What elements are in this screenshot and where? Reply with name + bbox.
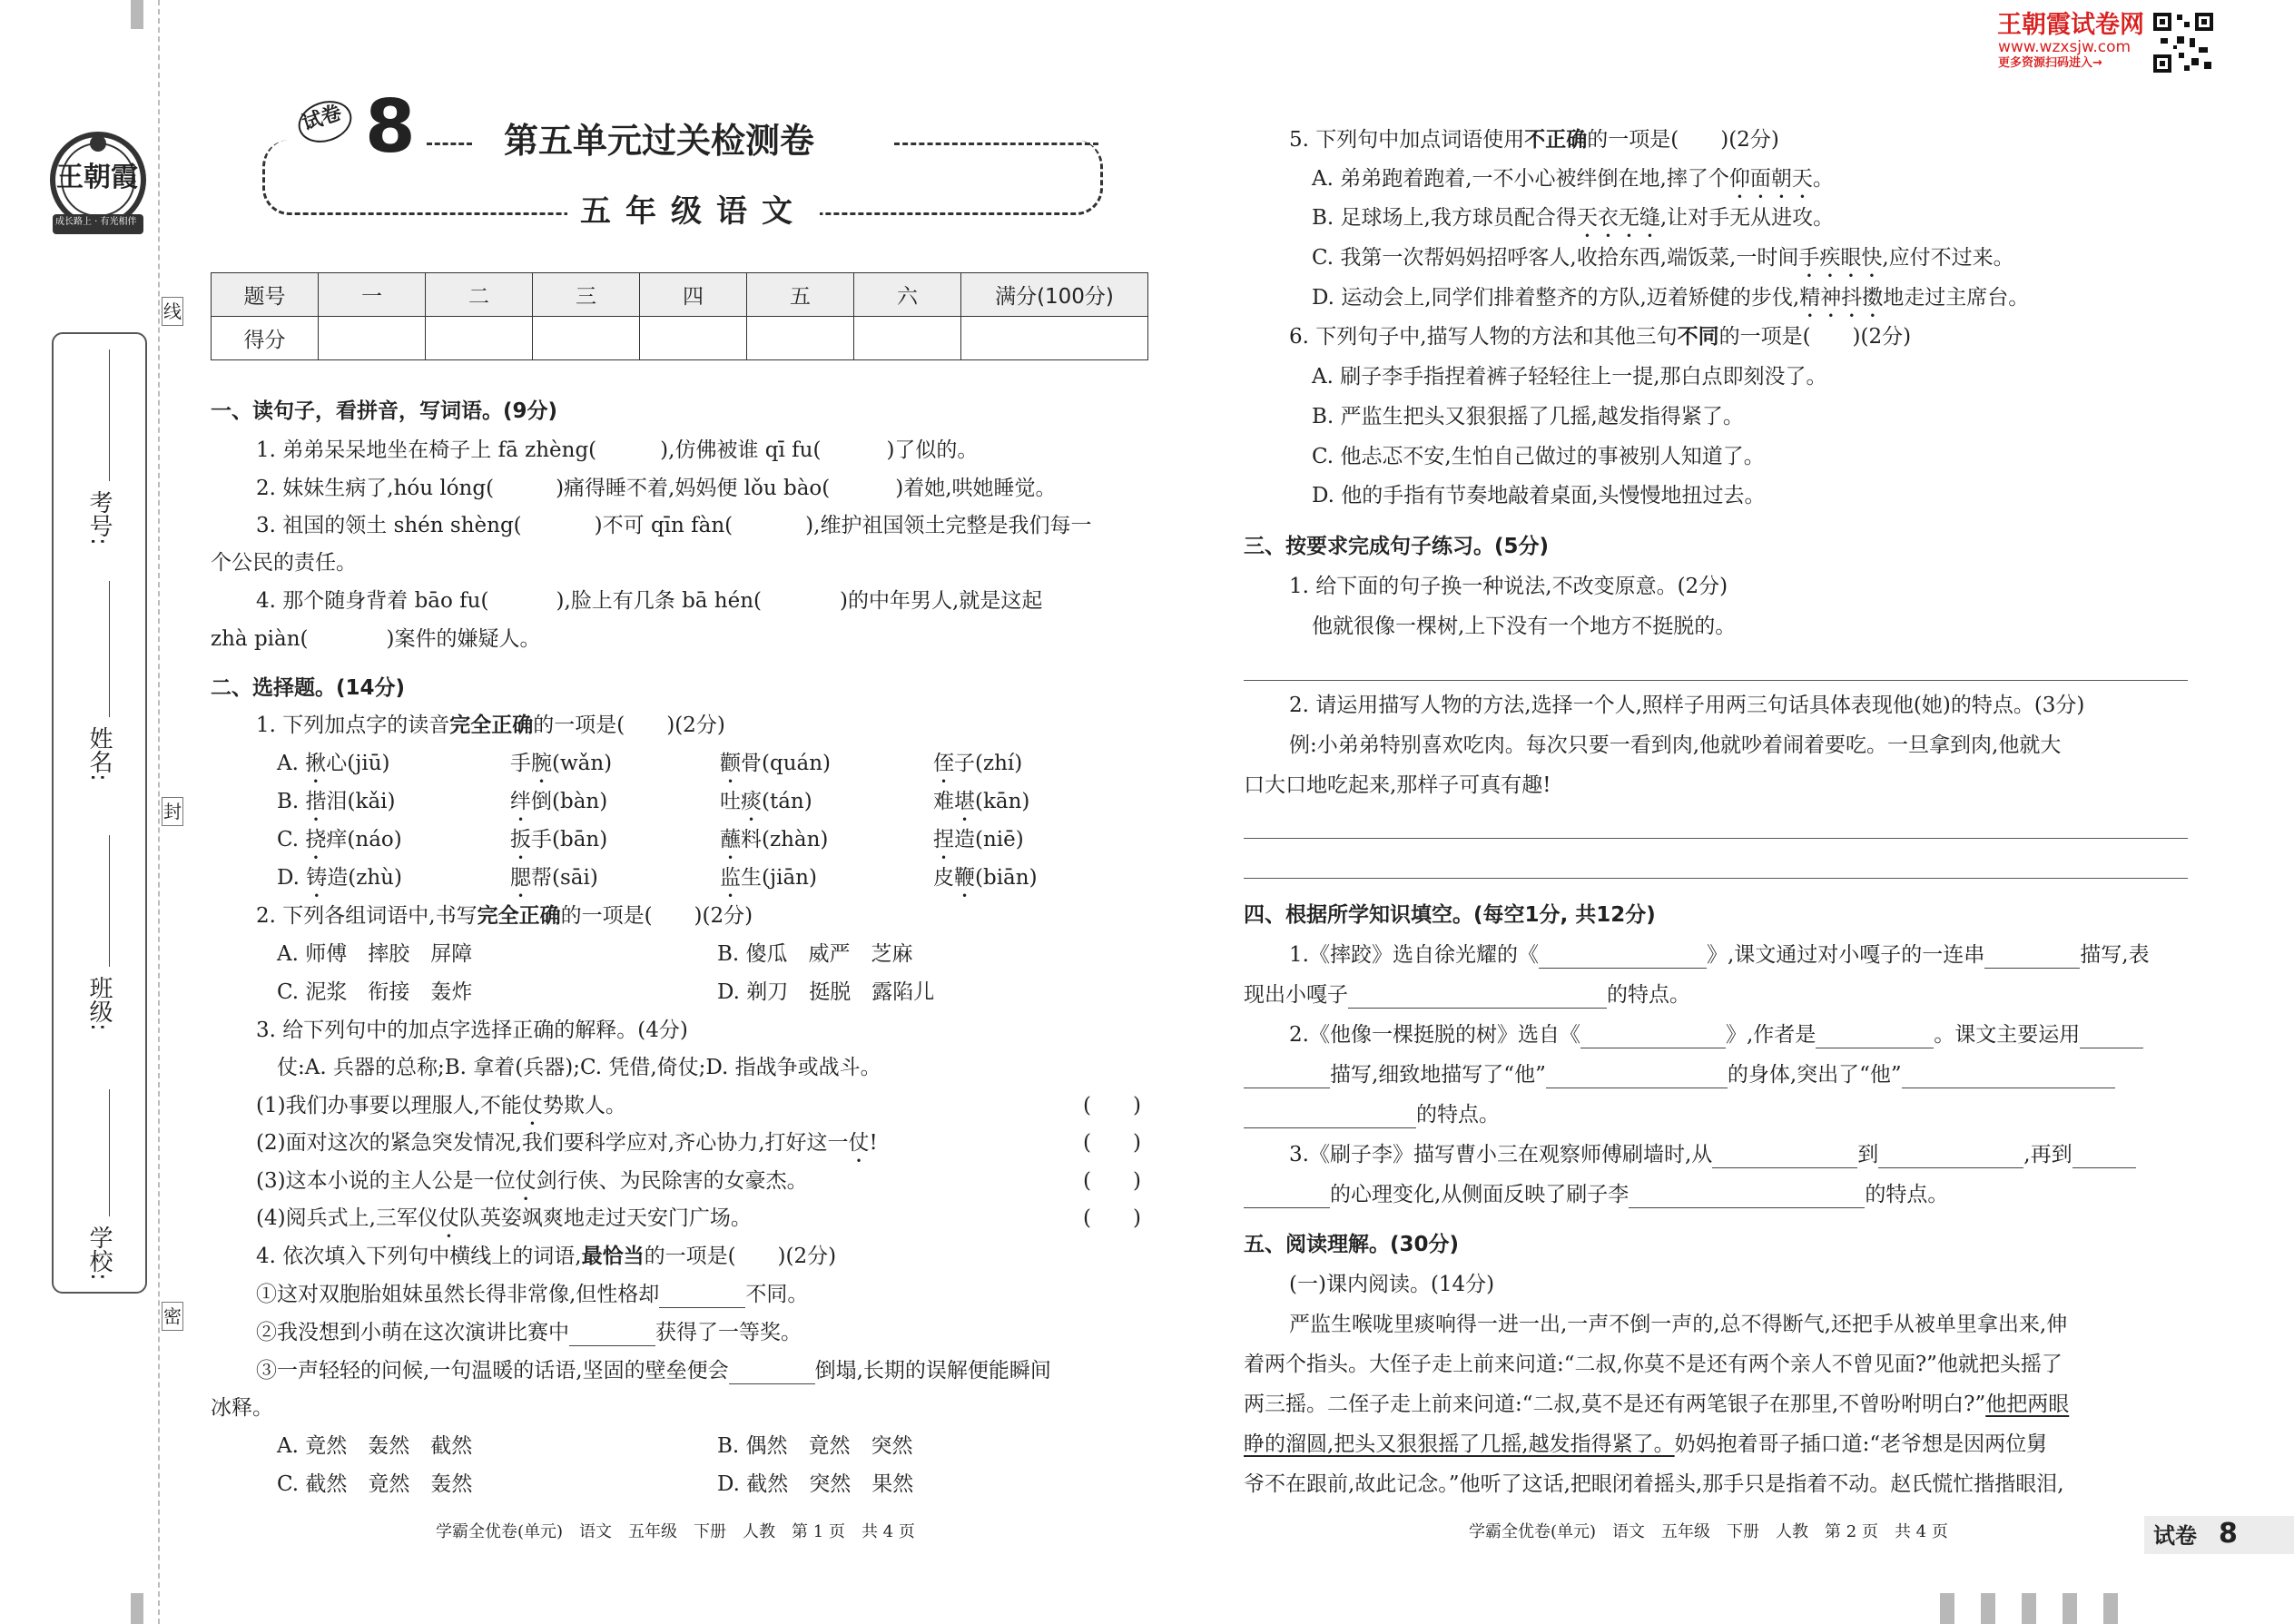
page-tab-bar-3 <box>2022 1593 2036 1624</box>
s5-subsection-title: (一)课内阅读。(14分) <box>1289 1273 1495 1296</box>
s2-q1-option-d-2 <box>510 866 598 902</box>
s2-q4-sentence-1 <box>256 1283 808 1308</box>
item-text: ! <box>869 1131 878 1155</box>
s1-question-4 <box>256 589 1042 615</box>
s2-q4-blank-2[interactable] <box>569 1324 655 1346</box>
sentence-text: 不同。 <box>745 1283 809 1306</box>
page-tab-bar-1 <box>1940 1593 1954 1624</box>
score-cell[interactable] <box>640 317 747 360</box>
dotted-char: 侄 <box>933 752 954 775</box>
s1-q4-text-b: ),脸上有几条 bā hén( <box>556 589 763 613</box>
s4-q2-blank-2[interactable] <box>1816 1026 1934 1048</box>
s2-q4-sentence-2 <box>256 1321 802 1346</box>
s2-q4-text-post: 的一项是( )(2分) <box>644 1245 837 1268</box>
brand-logo <box>47 127 149 245</box>
s2-question-4 <box>256 1245 836 1270</box>
s2-q1-option-c-4 <box>933 828 1024 864</box>
s2-q2-text-pre: 2. 下列各组词语中,书写 <box>256 904 478 928</box>
s2-q1-option-d-4 <box>933 866 1038 902</box>
s4-question-1 <box>1289 943 2150 969</box>
s4-q3-blank-2[interactable] <box>1878 1146 2023 1168</box>
student-info-frame <box>52 332 147 1294</box>
s2-q2-option-d[interactable]: D. 剃刀 挺脱 露陷儿 <box>717 980 935 1004</box>
s4-q3-blank-3[interactable] <box>2072 1146 2136 1168</box>
s1-q1-text-b: ),仿佛被谁 qī fu( <box>660 438 822 462</box>
option-text: 手(bān) <box>531 828 608 851</box>
dotted-char: 仗 <box>438 1206 459 1230</box>
score-table-header-cell: 二 <box>426 273 533 317</box>
s2-q2-option-b[interactable]: B. 傻瓜 威严 芝麻 <box>717 942 913 966</box>
s2-q5-option-b[interactable] <box>1312 206 1834 242</box>
s1-q1-text-a: 1. 弟弟呆呆地坐在椅子上 fā zhèng( <box>256 438 597 462</box>
s2-q1-option-c-2 <box>510 828 607 864</box>
s4-q2-blank-5[interactable] <box>1546 1066 1728 1088</box>
s4-q3-blank-1[interactable] <box>1712 1146 1857 1168</box>
fill-text: 1.《摔跤》选自徐光耀的《 <box>1289 943 1539 967</box>
option-text: 造(zhù) <box>327 866 402 890</box>
section-3-title: 三、按要求完成句子练习。(5分) <box>1244 535 1550 558</box>
s2-q3-item-3-answer[interactable]: ( ) <box>1083 1169 1141 1193</box>
binding-edge-bar-bottom <box>131 1593 143 1624</box>
item-text: (2)面对这次的紧急突发情况,我们要科学应对,齐心协力,打好这一 <box>256 1131 849 1155</box>
dotted-char: 揩 <box>305 790 327 813</box>
header-dashed-rule-right <box>894 143 1098 145</box>
dotted-char: 监 <box>720 866 741 890</box>
option-text: 难 <box>933 790 954 813</box>
s4-q1-blank-3[interactable] <box>1348 986 1607 1009</box>
dotted-char: 绊 <box>510 790 531 813</box>
s2-q4-option-d[interactable]: D. 截然 突然 果然 <box>717 1472 914 1496</box>
s3-question-1: 1. 给下面的句子换一种说法,不改变原意。(2分) <box>1289 575 1728 598</box>
item-text: (4)阅兵式上,三军仪 <box>256 1206 438 1230</box>
passage-underlined-text: 睁的溜圆,把头又狠狠摇了几摇,越发指得紧了。 <box>1244 1432 1675 1456</box>
sentence-text: ③一声轻轻的问候,一句温暖的话语,坚固的壁垒便会 <box>256 1359 729 1383</box>
s2-question-1 <box>256 714 725 739</box>
s2-q4-option-b[interactable]: B. 偶然 竟然 突然 <box>717 1434 913 1458</box>
score-table-header-cell: 题号 <box>212 273 319 317</box>
s4-q1-continued <box>1244 983 1690 1009</box>
s4-q3-blank-5[interactable] <box>1629 1186 1865 1208</box>
s4-question-3 <box>1289 1143 2136 1168</box>
s4-question-2 <box>1289 1023 2143 1048</box>
option-text: (biān) <box>975 866 1038 890</box>
s1-q3-text-a: 3. 祖国的领土 shén shèng( <box>256 514 522 537</box>
score-table <box>211 272 1148 360</box>
s2-q4-text-pre: 4. 依次填入下列句中横线上的词语, <box>256 1245 582 1268</box>
s4-q2-blank-1[interactable] <box>1580 1026 1726 1048</box>
passage-text: 奶妈抱着哥子插口道:“老爷想是因两位舅 <box>1674 1432 2048 1456</box>
fill-text: 描写,细致地描写了“他” <box>1330 1063 1546 1087</box>
fill-text: 描写,表 <box>2080 943 2150 967</box>
score-cell[interactable] <box>854 317 961 360</box>
score-table-score-row <box>212 317 1148 360</box>
fill-text: 3.《刷子李》描写曹小三在观察师傅刷墙时,从 <box>1289 1143 1713 1166</box>
seal-mark-feng: 封 <box>162 797 183 826</box>
score-table-header-cell: 五 <box>747 273 854 317</box>
dotted-char: 蘸 <box>720 828 741 851</box>
s2-q1-option-d-1[interactable] <box>277 866 402 902</box>
s2-q4-blank-1[interactable] <box>659 1285 745 1308</box>
site-tip: 更多资源扫码进入→ <box>1998 56 2102 70</box>
s2-q6-option-d[interactable]: D. 他的手指有节奏地敲着桌面,头慢慢地扭过去。 <box>1312 484 1766 507</box>
fill-text: 到 <box>1857 1143 1879 1166</box>
s2-q2-option-a[interactable]: A. 师傅 摔胶 屏障 <box>277 942 473 966</box>
option-text: 手 <box>510 752 531 775</box>
s2-q3-item-3 <box>256 1169 808 1206</box>
s2-q3-item-2-answer[interactable]: ( ) <box>1083 1131 1141 1155</box>
page-subtitle: 五年级语文 <box>567 193 820 231</box>
dotted-char: 捏 <box>933 828 954 851</box>
option-text: 心(jiū) <box>326 752 390 775</box>
s1-q4-text-d: zhà piàn( <box>211 627 309 651</box>
s2-q6-option-a[interactable]: A. 刷子李手指捏着裤子轻轻往上一提,那白点即刻没了。 <box>1312 365 1827 389</box>
s2-q1-option-b-2 <box>510 790 607 826</box>
s2-q5-option-d[interactable] <box>1312 286 2029 322</box>
option-text: (tán) <box>762 790 812 813</box>
sentence-text: ②我没想到小萌在这次演讲比赛中 <box>256 1321 569 1344</box>
option-text: 倒(bàn) <box>531 790 608 813</box>
s2-question-6 <box>1289 325 1911 350</box>
s2-q1-text-pre: 1. 下列加点字的读音 <box>256 714 450 737</box>
dotted-char: 扳 <box>510 828 531 851</box>
dotted-char: 腕 <box>531 752 552 775</box>
dotted-phrase: 天衣无缝 <box>1576 206 1660 230</box>
page-tag-number: 8 <box>2219 1518 2238 1550</box>
s2-q6-emphasis: 不同 <box>1677 325 1719 349</box>
s2-q2-text-post: 的一项是( )(2分) <box>560 904 753 928</box>
s3-q1-sentence: 他就很像一棵树,上下没有一个地方不挺脱的。 <box>1312 615 1737 638</box>
s3-q2-answer-line-1[interactable] <box>1244 838 2188 839</box>
brand-logo-text: 王朝霞 <box>56 162 138 193</box>
s1-question-1 <box>256 438 978 464</box>
s2-question-3: 3. 给下列句中的加点字选择正确的解释。(4分) <box>256 1019 688 1042</box>
score-table-header-cell: 六 <box>854 273 961 317</box>
passage-underlined-text: 他把两眼 <box>1985 1393 2070 1416</box>
s2-q1-option-c-3 <box>720 828 828 864</box>
s2-q6-text-pre: 6. 下列句子中,描写人物的方法和其他三句 <box>1289 325 1678 349</box>
section-1-title: 一、读句子，看拼音，写词语。(9分) <box>211 399 558 423</box>
page-tab-bar-5 <box>2103 1593 2118 1624</box>
s5-passage-line-3 <box>1244 1393 2069 1418</box>
score-table-header-cell: 三 <box>533 273 640 317</box>
brand-logo-slogan: 成长路上 · 有光相伴 <box>55 217 137 227</box>
s5-passage-line-4 <box>1244 1432 2047 1458</box>
dotted-char: 仗 <box>515 1169 537 1193</box>
item-text: 势欺人。 <box>542 1094 626 1117</box>
dotted-char: 铸 <box>306 866 328 890</box>
item-text: 队英姿飒爽地走过天安门广场。 <box>458 1206 752 1230</box>
option-text: C. 我第一次帮妈妈招呼客人,收拾东西,端饭菜,一时间 <box>1312 246 1799 270</box>
site-url: www.wzxsjw.com <box>1998 38 2132 56</box>
s1-q3-text-c: ),维护祖国领土完整是我们每一 <box>805 514 1092 537</box>
option-text: 帮(sāi) <box>531 866 598 890</box>
s2-question-2 <box>256 904 753 930</box>
paper-badge-label: 试卷 <box>299 101 345 136</box>
option-text: 料(zhàn) <box>741 828 829 851</box>
score-table-header-row <box>212 273 1148 317</box>
option-letter: A. <box>277 752 306 775</box>
s2-q2-emphasis: 完全正确 <box>477 904 561 928</box>
dotted-char: 颧 <box>720 752 741 775</box>
s1-q2-text-b: )痛得睡不着,妈妈便 lǒu bào( <box>556 477 831 500</box>
s2-q6-option-c[interactable]: C. 他忐忑不安,生怕自己做过的事被别人知道了。 <box>1312 445 1765 468</box>
seal-mark-mi: 密 <box>162 1302 183 1331</box>
s2-q4-blank-3[interactable] <box>729 1362 815 1384</box>
dotted-char: 仗 <box>521 1094 543 1117</box>
score-cell[interactable] <box>319 317 426 360</box>
sentence-text: 倒塌,长期的误解便能瞬间 <box>814 1359 1051 1383</box>
option-text: 地走过主席台。 <box>1883 286 2030 310</box>
score-cell[interactable] <box>961 317 1148 360</box>
s2-q1-option-a-2 <box>510 752 612 788</box>
item-text: 剑行侠、为民除害的女豪杰。 <box>536 1169 808 1193</box>
dotted-char: 挠 <box>305 828 327 851</box>
option-text: 泪(kǎi) <box>326 790 396 813</box>
dotted-char: 堪 <box>954 790 975 813</box>
s2-q1-option-a-3 <box>720 752 831 788</box>
s2-q1-option-b-1[interactable] <box>277 790 395 826</box>
dotted-char: 仗 <box>848 1131 870 1155</box>
s1-q2-text-c: )着她,哄她睡觉。 <box>895 477 1057 500</box>
s2-q5-emphasis: 不正确 <box>1524 128 1588 152</box>
header-dashed-rule-left <box>427 143 472 145</box>
dotted-phrase: 仰面朝天 <box>1728 167 1813 191</box>
name-label: 姓名: <box>85 726 113 782</box>
s2-q2-option-c[interactable]: C. 泥浆 衔接 轰炸 <box>277 980 473 1004</box>
score-cell[interactable] <box>747 317 854 360</box>
score-table-header-cell: 一 <box>319 273 426 317</box>
fill-text: 的特点。 <box>1865 1183 1949 1206</box>
qr-code-icon <box>2151 11 2215 74</box>
page-tab-bar-2 <box>1981 1593 1995 1624</box>
section-5-title: 五、阅读理解。(30分) <box>1244 1233 1460 1256</box>
s2-q5-text-post: 的一项是( )(2分) <box>1587 128 1779 152</box>
s2-q4-option-a[interactable]: A. 竟然 轰然 截然 <box>277 1434 473 1458</box>
s4-q2-blank-7[interactable] <box>1244 1106 1416 1128</box>
s1-q4-text-a: 4. 那个随身背着 bāo fu( <box>256 589 489 613</box>
page-title: 第五单元过关检测卷 <box>504 121 815 161</box>
s5-passage-line-2: 着两个指头。大侄子走上前来问道:“二叔,你莫不是还有两个亲人不曾见面?”他就把头摇了 <box>1244 1353 2063 1376</box>
fill-text: ,再到 <box>2023 1143 2072 1166</box>
fill-text: 。课文主要运用 <box>1934 1023 2081 1047</box>
s1-q1-text-c: )了似的。 <box>886 438 979 462</box>
s2-q1-emphasis: 完全正确 <box>449 714 534 737</box>
section-2-title: 二、选择题。(14分) <box>211 676 406 700</box>
s2-q3-item-4 <box>256 1206 752 1243</box>
s2-q3-item-1-answer[interactable]: ( ) <box>1083 1094 1141 1117</box>
dotted-char: 揪 <box>305 752 327 775</box>
s4-q2-continued-2 <box>1244 1103 1500 1128</box>
s4-q3-blank-4[interactable] <box>1244 1186 1330 1208</box>
s2-q4-option-c[interactable]: C. 截然 竟然 轰然 <box>277 1472 473 1496</box>
score-table-header-cell: 满分(100分) <box>961 273 1148 317</box>
s2-q4-emphasis: 最恰当 <box>581 1245 645 1268</box>
option-letter: C. <box>277 828 306 851</box>
section-4-title: 四、根据所学知识填空。(每空1分, 共12分) <box>1244 903 1656 927</box>
binding-dashed-line <box>158 0 160 1624</box>
s2-q1-text-post: 的一项是( )(2分) <box>533 714 725 737</box>
s1-question-3 <box>256 514 1091 539</box>
dotted-char: 鞭 <box>954 866 975 890</box>
paper-number: 8 <box>365 84 416 169</box>
fill-text: 2.《他像一棵挺脱的树》选自《 <box>1289 1023 1580 1047</box>
s2-q3-item-1 <box>256 1094 626 1130</box>
site-name: 王朝霞试卷网 <box>1997 11 2144 39</box>
s2-q1-option-b-3 <box>720 790 812 826</box>
s5-passage-line-1: 严监生喉咙里痰响得一进一出,一声不倒一声的,总不得断气,还把手从被单里拿出来,伸 <box>1289 1313 2068 1336</box>
s1-q3-text-b: )不可 qīn fàn( <box>594 514 733 537</box>
option-text: 造(niē) <box>954 828 1024 851</box>
score-cell[interactable] <box>533 317 640 360</box>
s2-q6-option-b[interactable]: B. 严监生把头又狠狠摇了几摇,越发指得紧了。 <box>1312 405 1744 428</box>
s2-q5-option-c[interactable] <box>1312 246 2014 282</box>
passage-text: 两三摇。二侄子走上前来问道:“二叔,莫不是还有两笔银子在那里,不曾吩咐明白?” <box>1244 1393 1986 1416</box>
s2-q3-item-4-answer[interactable]: ( ) <box>1083 1206 1141 1230</box>
school-field[interactable] <box>109 1089 110 1216</box>
option-letter: B. <box>277 790 306 813</box>
s4-q2-continued <box>1244 1063 2115 1088</box>
s2-q6-text-post: 的一项是( )(2分) <box>1718 325 1912 349</box>
dotted-char: 痰 <box>741 790 762 813</box>
fill-text: 现出小嘎子 <box>1244 983 1348 1007</box>
s2-q1-option-c-1[interactable] <box>277 828 402 864</box>
option-text: A. 弟弟跑着跑着,一不小心被绊倒在地,摔了个 <box>1312 167 1729 191</box>
s2-q5-option-a[interactable] <box>1312 167 1834 203</box>
item-text: (3)这本小说的主人公是一位 <box>256 1169 516 1193</box>
s1-q4-text-e: )案件的嫌疑人。 <box>386 627 541 651</box>
fill-text: 的身体,突出了“他” <box>1727 1063 1902 1087</box>
fill-text: 》,课文通过对小嘎子的一连串 <box>1706 943 1985 967</box>
fill-text: 的心理变化,从侧面反映了刷子李 <box>1330 1183 1629 1206</box>
class-label: 班级: <box>85 976 113 1031</box>
option-text: 痒(náo) <box>326 828 402 851</box>
option-text: D. 运动会上,同学们排着整齐的方队,迈着矫健的步伐, <box>1312 286 1800 310</box>
fill-text: 》,作者是 <box>1725 1023 1816 1047</box>
s3-q2-answer-line-2[interactable] <box>1244 878 2188 879</box>
score-cell[interactable] <box>426 317 533 360</box>
option-text: (wǎn) <box>552 752 613 775</box>
dotted-phrase: 精神抖擞 <box>1799 286 1884 310</box>
option-text: 生(jiān) <box>741 866 817 890</box>
s4-q2-blank-3[interactable] <box>2080 1026 2143 1048</box>
school-label: 学校: <box>85 1225 113 1281</box>
exam-no-label: 考号: <box>85 490 113 546</box>
item-text: (1)我们办事要以理服人,不能 <box>256 1094 522 1117</box>
s2-q4-sentence-3 <box>256 1359 1051 1384</box>
s3-question-2: 2. 请运用描写人物的方法,选择一个人,照样子用两三句话具体表现他(她)的特点。(3分) <box>1289 694 2085 717</box>
option-text: 。 <box>1812 167 1834 191</box>
name-field[interactable] <box>109 581 110 717</box>
footer-right: 学霸全优卷(单元) 语文 五年级 下册 人教 第 2 页 共 4 页 <box>1469 1522 1948 1541</box>
exam-no-field[interactable] <box>109 349 110 481</box>
option-text: ,应付不过来。 <box>1882 246 2014 270</box>
s4-q1-blank-2[interactable] <box>1984 946 2080 969</box>
seal-mark-xian: 线 <box>162 297 183 326</box>
s2-q1-option-b-4 <box>933 790 1029 826</box>
footer-left: 学霸全优卷(单元) 语文 五年级 下册 人教 第 1 页 共 4 页 <box>436 1522 915 1541</box>
score-table-row-label: 得分 <box>212 317 319 360</box>
dotted-char: 腮 <box>510 866 531 890</box>
binding-edge-bar-top <box>131 0 143 29</box>
s3-q2-example-line-2: 口大口地吃起来,那样子可真有趣! <box>1244 773 1551 797</box>
option-text: 骨(quán) <box>741 752 832 775</box>
fill-text: 的特点。 <box>1607 983 1690 1007</box>
option-letter: D. <box>277 866 307 890</box>
s2-q1-option-d-3 <box>720 866 817 902</box>
s2-q1-option-a-4 <box>933 752 1022 788</box>
fill-text: 的特点。 <box>1416 1103 1500 1127</box>
s1-q4-continued <box>211 627 541 653</box>
score-table-header-cell: 四 <box>640 273 747 317</box>
page-tag-label: 试卷 <box>2153 1523 2197 1549</box>
s4-q2-blank-6[interactable] <box>1902 1066 2115 1088</box>
s4-q2-blank-4[interactable] <box>1244 1066 1330 1088</box>
s1-q3-continued: 个公民的责任。 <box>211 551 357 575</box>
option-text: B. 足球场上,我方球员配合得 <box>1312 206 1577 230</box>
option-text: 吐 <box>720 790 741 813</box>
option-text: ,让对手无从进攻。 <box>1659 206 1835 230</box>
option-text: (kān) <box>975 790 1030 813</box>
s2-q3-definition: 仗:A. 兵器的总称;B. 拿着(兵器);C. 凭借,倚仗;D. 指战争或战斗。 <box>277 1056 881 1079</box>
sentence-text: ①这对双胞胎姐妹虽然长得非常像,但性格却 <box>256 1283 660 1306</box>
s3-q1-answer-line[interactable] <box>1244 680 2188 681</box>
s2-q5-text-pre: 5. 下列句中加点词语使用 <box>1289 128 1525 152</box>
s4-q1-blank-1[interactable] <box>1539 946 1707 969</box>
s1-q4-text-c: )的中年男人,就是这起 <box>840 589 1043 613</box>
option-text: 皮 <box>933 866 954 890</box>
sentence-text: 获得了一等奖。 <box>655 1321 802 1344</box>
s2-q3-item-2 <box>256 1131 878 1167</box>
s2-question-5 <box>1289 128 1779 153</box>
s4-q3-continued <box>1244 1183 1948 1208</box>
s1-question-2 <box>256 477 1057 502</box>
s2-q4-sentence-3-continued: 冰释。 <box>211 1396 273 1420</box>
dotted-phrase: 手疾眼快 <box>1798 246 1883 270</box>
s1-q2-text-a: 2. 妹妹生病了,hóu lóng( <box>256 477 495 500</box>
option-text: 子(zhí) <box>954 752 1023 775</box>
s2-q1-option-a-1[interactable] <box>277 752 389 788</box>
s3-q2-example-line-1: 例:小弟弟特别喜欢吃肉。每次只要一看到肉,他就吵着闹着要吃。一旦拿到肉,他就大 <box>1289 733 2062 757</box>
class-field[interactable] <box>109 835 110 967</box>
page-tab-bar-4 <box>2063 1593 2077 1624</box>
s5-passage-line-5: 爷不在跟前,故此记念。”他听了这话,把眼闭着摇头,那手只是指着不动。赵氏慌忙揩揩眼泪, <box>1244 1472 2064 1496</box>
